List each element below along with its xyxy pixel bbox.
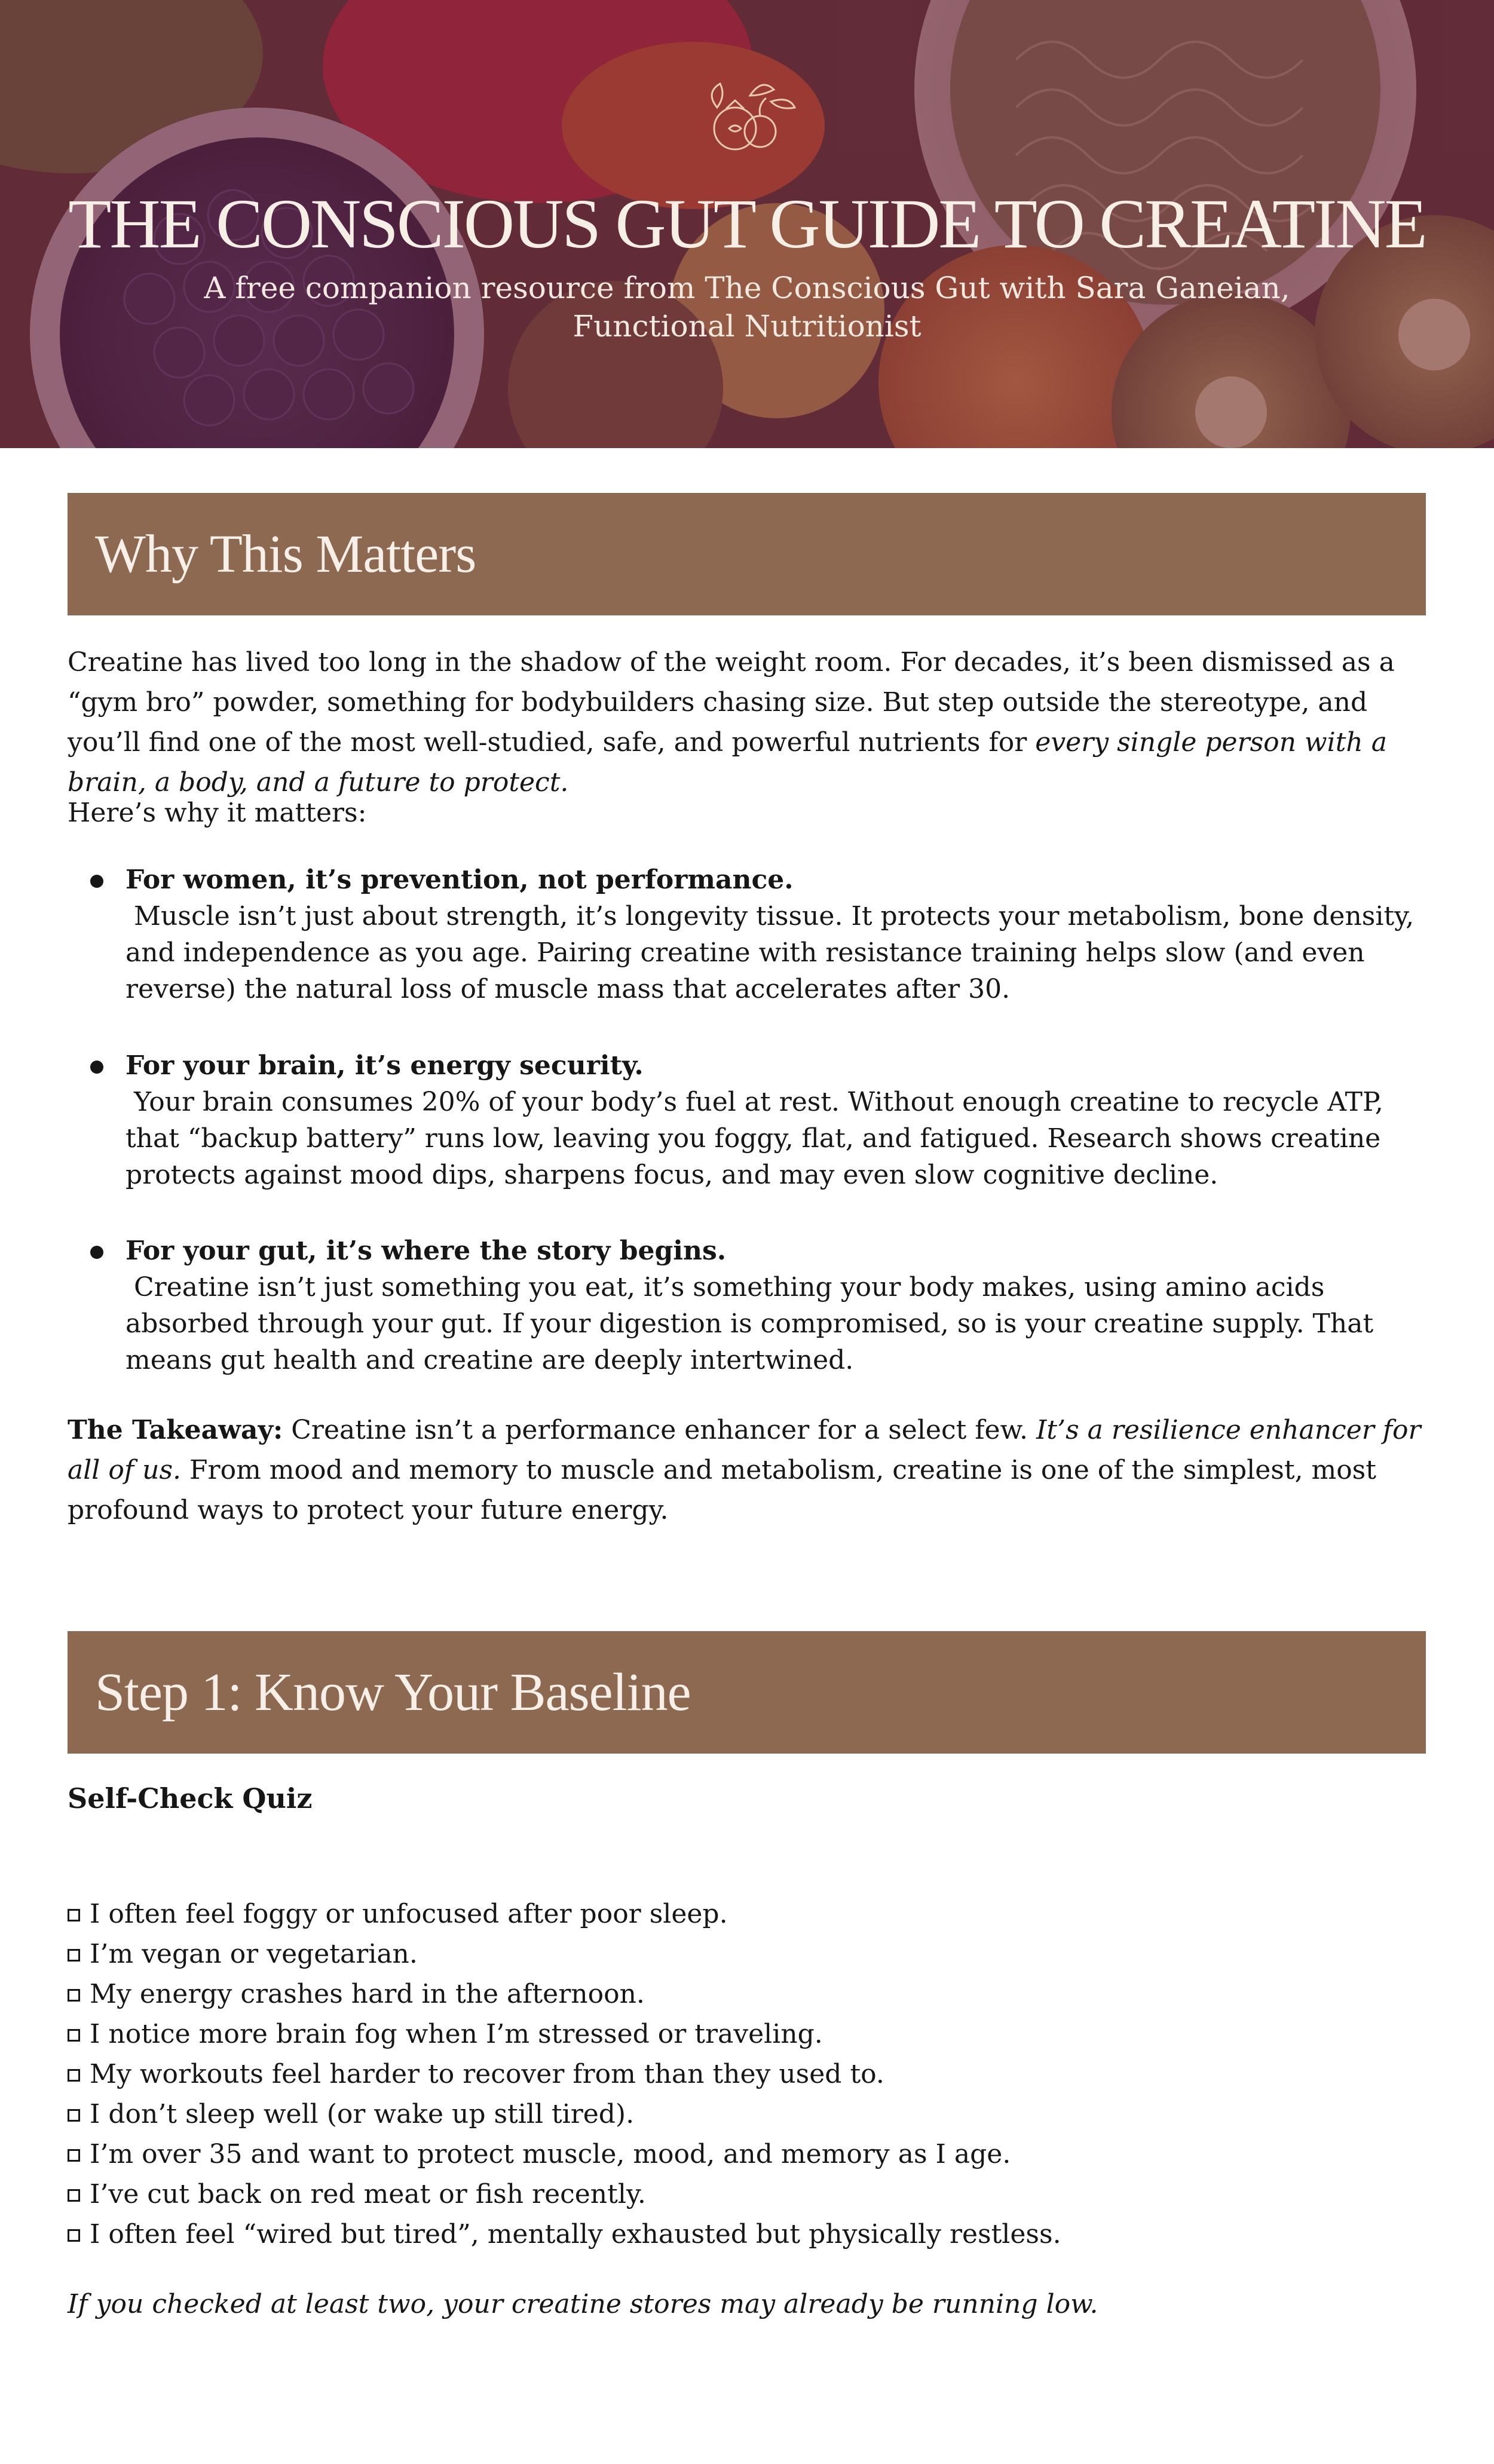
quiz-item[interactable]	[68, 1894, 1436, 1934]
quiz-item[interactable]	[68, 1974, 1436, 2014]
takeaway-label: The Takeaway:	[68, 1415, 283, 1445]
quiz-item[interactable]	[68, 2094, 1436, 2134]
why-intro-emphasis: every single person with a brain, a body, and a future to protect.	[68, 727, 1387, 798]
quiz-item-label: I’ve cut back on red meat or fish recently.	[90, 2179, 646, 2209]
quiz-item-label: I notice more brain fog when I’m stressed or traveling.	[90, 2019, 823, 2049]
checkbox-icon[interactable]	[68, 2029, 80, 2042]
hero-banner	[0, 0, 1494, 448]
checkbox-icon[interactable]	[68, 1949, 80, 1962]
quiz-conclusion-text: If you checked at least two, your creatine stores may already be running low.	[68, 2289, 1098, 2319]
quiz-item-label: I’m vegan or vegetarian.	[90, 1939, 418, 1969]
why-intro-text: Creatine has lived too long in the shadow of the weight room. For decades, it’s been dismissed as a “gym bro” powder, something for bodybuilders chasing size. But step outside the stereotype, and you’ll find one of the most well-studied, safe, and powerful nutrients for	[68, 647, 1395, 758]
takeaway-text: Creatine isn’t a performance enhancer for a select few.	[283, 1415, 1037, 1445]
quiz-title: Self-Check Quiz	[68, 1782, 313, 1815]
bullet-heading: For your gut, it’s where the story begins.	[125, 1236, 727, 1266]
bullet-body: Creatine isn’t just something you eat, it’s something your body makes, using amino acids absorbed through your gut. If your digestion is compromised, so is your creatine supply. That means gut health and creatine are deeply intertwined.	[125, 1272, 1374, 1375]
checkbox-icon[interactable]	[68, 1989, 80, 2002]
takeaway-paragraph	[68, 1410, 1436, 1530]
checkbox-icon[interactable]	[68, 2149, 80, 2162]
checkbox-icon[interactable]	[68, 2109, 80, 2122]
checkbox-icon[interactable]	[68, 1909, 80, 1921]
quiz-item[interactable]	[68, 1934, 1436, 1974]
why-lead	[68, 793, 1436, 833]
why-lead-text: Here’s why it matters:	[68, 798, 367, 828]
why-section-header	[68, 493, 1426, 615]
bullet-body: Your brain consumes 20% of your body’s fuel at rest. Without enough creatine to recycle ATP, that “backup battery” runs low, leaving you foggy, flat, and fatigued. Research shows creatine protects against mood dips, sharpens focus, and may even slow cognitive decline.	[125, 1087, 1383, 1190]
quiz-item[interactable]	[68, 2214, 1436, 2254]
page-subtitle-line-2: Functional Nutritionist	[573, 309, 921, 344]
bullet-women	[68, 862, 1436, 1007]
checkbox-icon[interactable]	[68, 2069, 80, 2082]
why-intro-paragraph	[68, 642, 1436, 802]
quiz-item-label: My workouts feel harder to recover from than they used to.	[90, 2059, 884, 2089]
bullet-heading: For women, it’s prevention, not performance.	[125, 865, 794, 895]
quiz-item-label: I often feel foggy or unfocused after poor sleep.	[90, 1899, 728, 1929]
quiz-item-label: I’m over 35 and want to protect muscle, mood, and memory as I age.	[90, 2139, 1011, 2169]
quiz-checklist	[68, 1894, 1436, 2254]
bullet-dot-icon	[90, 1061, 103, 1074]
bullet-dot-icon	[90, 1246, 103, 1259]
bullet-brain	[68, 1047, 1436, 1193]
bullet-dot-icon	[90, 875, 103, 888]
quiz-conclusion	[68, 2284, 1436, 2324]
quiz-item-label: I don’t sleep well (or wake up still tired).	[90, 2099, 635, 2129]
why-section-title: Why This Matters	[95, 525, 476, 584]
quiz-item[interactable]	[68, 2134, 1436, 2174]
bullet-heading: For your brain, it’s energy security.	[125, 1050, 644, 1081]
takeaway-text-end: From mood and memory to muscle and metabolism, creatine is one of the simplest, most profound ways to protect your future energy.	[68, 1455, 1376, 1525]
page-subtitle	[0, 269, 1494, 345]
quiz-item[interactable]	[68, 2014, 1436, 2054]
quiz-item[interactable]	[68, 2174, 1436, 2214]
step1-section-header	[68, 1631, 1426, 1754]
takeaway-emphasis: It’s a resilience enhancer for all of us.	[68, 1415, 1421, 1485]
page-title: THE CONSCIOUS GUT GUIDE TO CREATINE	[68, 185, 1426, 263]
checkbox-icon[interactable]	[68, 2189, 80, 2202]
page-subtitle-line-1: A free companion resource from The Conscious Gut with Sara Ganeian,	[204, 271, 1290, 305]
quiz-item[interactable]	[68, 2054, 1436, 2094]
bullet-gut	[68, 1233, 1436, 1378]
quiz-item-label: My energy crashes hard in the afternoon.	[90, 1979, 645, 2009]
quiz-item-label: I often feel “wired but tired”, mentally exhausted but physically restless.	[90, 2219, 1061, 2250]
bullet-body: Muscle isn’t just about strength, it’s longevity tissue. It protects your metabolism, bone density, and independence as you age. Pairing creatine with resistance training helps slow (and even reverse) the natural loss of muscle mass that accelerates after 30.	[125, 901, 1415, 1004]
step1-section-title: Step 1: Know Your Baseline	[95, 1663, 691, 1722]
fruit-logo-icon	[693, 72, 801, 161]
checkbox-icon[interactable]	[68, 2229, 80, 2242]
